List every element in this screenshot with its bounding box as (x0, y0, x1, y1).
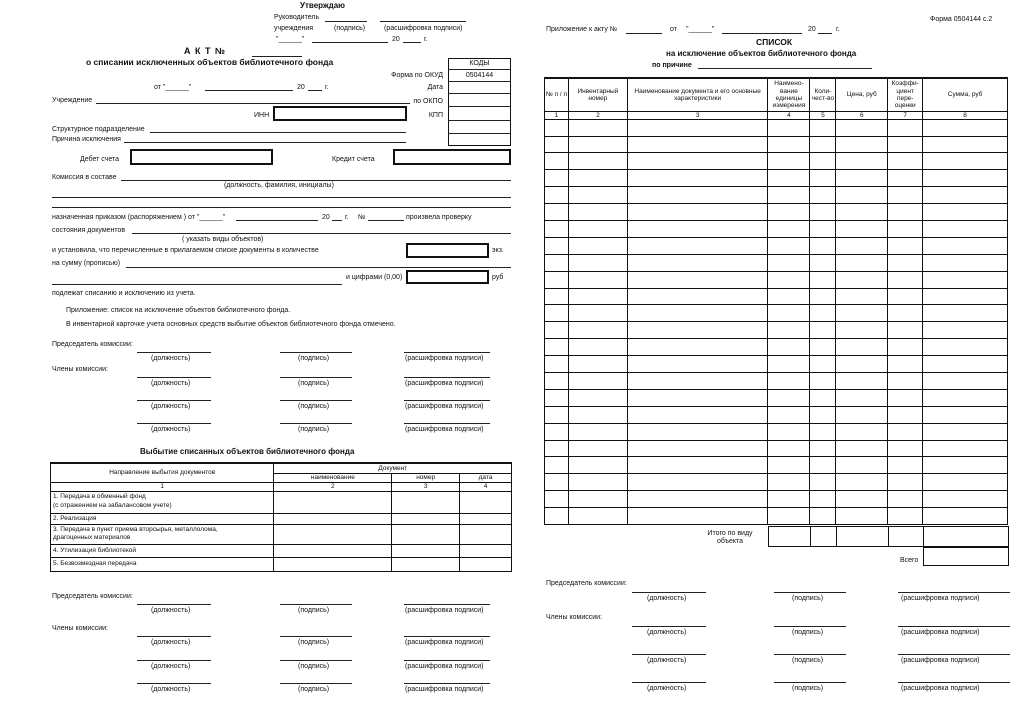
h-sum: Сумма, руб (923, 78, 1008, 111)
m8-sign: (подпись) (792, 657, 824, 664)
okud-code: 0504144 (465, 72, 494, 79)
table-row (545, 204, 1008, 221)
h-price: Цена, руб (836, 78, 888, 111)
disposal-title: Выбытие списанных объектов библиотечного фонда (140, 447, 355, 456)
row-free-transfer: 5. Безвозмездная передача (51, 557, 274, 571)
h-qty: Коли-чест-во (810, 78, 836, 111)
table-row (545, 322, 1008, 339)
table-row (545, 389, 1008, 406)
institution-label: Учреждение (52, 97, 93, 104)
n1: 1 (545, 111, 569, 119)
num-4: 4 (460, 482, 512, 491)
approve-head: Руководитель (274, 14, 320, 21)
appendix-text: Приложение: список на исключение объектов библиотечного фонда. (66, 307, 291, 314)
m9-decode: (расшифровка подписи) (901, 685, 980, 692)
credit-label: Кредит счета (332, 156, 375, 163)
num-2: 2 (274, 482, 392, 491)
approve-institution: учреждения (274, 25, 314, 32)
table-row (545, 356, 1008, 373)
m4-decode: (расшифровка подписи) (405, 639, 484, 646)
h-num: № п / п (545, 78, 569, 111)
appendix-g: г. (836, 26, 840, 33)
copies-field[interactable] (406, 243, 489, 258)
approve-title: Утверждаю (300, 1, 345, 10)
members-label: Члены комиссии: (52, 366, 109, 373)
okud-label: Форма по ОКУД (391, 72, 443, 79)
codes-header: КОДЫ (469, 60, 490, 67)
n8: 8 (923, 111, 1008, 119)
order-text-2: произвела проверку (406, 214, 472, 221)
table-row (545, 423, 1008, 440)
chair-decode: (расшифровка подписи) (405, 355, 484, 362)
chair-label-3: Председатель комиссии: (546, 580, 627, 587)
table-row (545, 254, 1008, 271)
appendix-day: "______" (686, 26, 715, 33)
h-coef: Коэффи-циент пере-оценки (888, 78, 923, 111)
col-date: дата (460, 473, 512, 482)
amount-words-label: на сумму (прописью) (52, 260, 121, 267)
inventory-note: В инвентарной карточке учета основных средств выбытие объектов библиотечного фонда отмечено. (66, 321, 396, 328)
num-1: 1 (51, 482, 274, 491)
amount-digits-label: и цифрами (0,00) (346, 274, 403, 281)
established-text: и установила, что перечисленные в прилагаемом списке документы в количестве (52, 247, 319, 254)
table-row (545, 406, 1008, 423)
h-name: Наименование документа и его основные характеристики (627, 78, 768, 111)
table-row (51, 513, 512, 524)
table-row (545, 474, 1008, 491)
col-name: наименование (274, 473, 392, 482)
m7-decode: (расшифровка подписи) (901, 629, 980, 636)
table-row (545, 119, 1008, 136)
table-row (545, 508, 1008, 525)
table-row (545, 440, 1008, 457)
credit-field[interactable] (393, 149, 511, 165)
chair-position: (должность) (151, 355, 191, 362)
m7-sign: (подпись) (792, 629, 824, 636)
member3-position: (должность) (151, 426, 191, 433)
member2-decode: (расшифровка подписи) (405, 403, 484, 410)
table-row (545, 339, 1008, 356)
subject-text: подлежат списанию и исключению из учета. (52, 290, 196, 297)
inn-field[interactable] (273, 106, 407, 121)
member3-decode: (расшифровка подписи) (405, 426, 484, 433)
chair2-sign: (подпись) (298, 607, 330, 614)
approve-year: 20 (392, 36, 400, 43)
member1-position: (должность) (151, 380, 191, 387)
table-row (545, 153, 1008, 170)
order-text: назначенная приказом (распоряжением ) от "______" (52, 214, 226, 221)
chair-sign: (подпись) (298, 355, 330, 362)
col-number: номер (392, 473, 460, 482)
chair-label-2: Председатель комиссии: (52, 593, 133, 600)
m4-position: (должность) (151, 639, 191, 646)
date-label: Дата (427, 84, 443, 91)
row-exchange-note: (с отражением на забалансовом учете) (53, 502, 172, 509)
n7: 7 (888, 111, 923, 119)
approve-sign-hint: (подпись) (334, 25, 366, 32)
total-label: Всего (900, 557, 919, 564)
structural-label: Структурное подразделение (52, 126, 145, 133)
table-row (545, 305, 1008, 322)
m8-decode: (расшифровка подписи) (901, 657, 980, 664)
total-kind-label: Итого по виду (707, 530, 753, 537)
kpp-label: КПП (428, 112, 443, 119)
row-utilization: 4. Утилизация библиотекой (51, 544, 274, 557)
docs-hint: ( указать виды объектов) (182, 236, 264, 243)
list-table (544, 77, 1008, 525)
table-row (545, 457, 1008, 474)
appendix-label: Приложение к акту № (546, 26, 618, 33)
m6-decode: (расшифровка подписи) (405, 686, 484, 693)
col-document: Документ (274, 463, 512, 473)
commission-hint: (должность, фамилия, инициалы) (224, 182, 334, 189)
member1-sign: (подпись) (298, 380, 330, 387)
m9-sign: (подпись) (792, 685, 824, 692)
h-inventory: Инвентарный номер (568, 78, 627, 111)
debit-label: Дебет счета (80, 156, 120, 163)
act-subtitle: о списании исключенных объектов библиотечного фонда (86, 57, 334, 67)
row-recycling: 3. Передача в пункт приема вторсырья, металлолома, (53, 525, 218, 533)
table-row (545, 220, 1008, 237)
members-label-2: Члены комиссии: (52, 625, 109, 632)
act-year: 20 (297, 84, 305, 91)
row-recycling-note: драгоценных материалов (53, 534, 131, 541)
approve-decode-hint: (расшифровка подписи) (384, 25, 463, 32)
n4: 4 (768, 111, 810, 119)
m7-position: (должность) (647, 629, 687, 636)
table-row (51, 544, 512, 557)
table-row (545, 136, 1008, 153)
reason-label-2: по причине (652, 62, 692, 69)
table-row (545, 373, 1008, 390)
chair2-position: (должность) (151, 607, 191, 614)
m5-position: (должность) (151, 663, 191, 670)
order-g: г. (345, 214, 349, 221)
members-label-3: Члены комиссии: (546, 614, 603, 621)
m5-decode: (расшифровка подписи) (405, 663, 484, 670)
member3-sign: (подпись) (298, 426, 330, 433)
table-row (545, 491, 1008, 508)
member1-decode: (расшифровка подписи) (405, 380, 484, 387)
table-row (545, 237, 1008, 254)
member2-sign: (подпись) (298, 403, 330, 410)
table-row (545, 187, 1008, 204)
commission-label: Комиссия в составе (52, 174, 117, 181)
member2-position: (должность) (151, 403, 191, 410)
chair-label: Председатель комиссии: (52, 341, 133, 348)
m5-sign: (подпись) (298, 663, 330, 670)
table-row (51, 557, 512, 571)
table-row (51, 524, 512, 544)
chair2-decode: (расшифровка подписи) (405, 607, 484, 614)
appendix-from: от (670, 26, 677, 33)
okpo-label: по ОКПО (413, 98, 443, 105)
form-number: Форма 0504144 с.2 (930, 16, 993, 23)
total-box[interactable] (923, 547, 1009, 566)
m6-sign: (подпись) (298, 686, 330, 693)
total-object-label: объекта (716, 538, 744, 546)
table-row (51, 491, 512, 513)
amount-digits-field[interactable] (406, 270, 489, 284)
approve-g: г. (424, 36, 428, 43)
h-unit: Наимено-вание единицы измерения (768, 78, 810, 111)
n3: 3 (627, 111, 768, 119)
debit-field[interactable] (130, 149, 273, 165)
num-3: 3 (392, 482, 460, 491)
copies-label: экз. (492, 247, 504, 254)
col-direction: Направление выбытия документов (51, 463, 274, 482)
row-exchange: 1. Передача в обменный фонд (53, 493, 146, 501)
order-year: 20 (322, 214, 330, 221)
chair3-decode: (расшифровка подписи) (901, 595, 980, 602)
table-row (545, 288, 1008, 305)
docs-state-label: состояния документов (52, 227, 126, 234)
n6: 6 (836, 111, 888, 119)
chair3-position: (должность) (647, 595, 687, 602)
list-subtitle: на исключение объектов библиотечного фонда (666, 49, 857, 58)
table-row (545, 271, 1008, 288)
row-sale: 2. Реализация (51, 513, 274, 524)
disposal-table (50, 462, 512, 572)
reason-label: Причина исключения (52, 136, 121, 143)
act-g: г. (325, 84, 329, 91)
m6-position: (должность) (151, 686, 191, 693)
m8-position: (должность) (647, 657, 687, 664)
n5: 5 (810, 111, 836, 119)
m9-position: (должность) (647, 685, 687, 692)
rub-label: руб (492, 274, 504, 281)
order-no: № (358, 214, 366, 221)
m4-sign: (подпись) (298, 639, 330, 646)
approve-date: "______" (276, 36, 305, 43)
list-title: СПИСОК (756, 37, 793, 47)
appendix-year: 20 (808, 26, 816, 33)
inn-label: ИНН (254, 112, 270, 119)
act-title: А К Т № (184, 46, 227, 56)
n2: 2 (568, 111, 627, 119)
chair3-sign: (подпись) (792, 595, 824, 602)
act-from: от "______" (154, 84, 192, 91)
table-row (545, 170, 1008, 187)
